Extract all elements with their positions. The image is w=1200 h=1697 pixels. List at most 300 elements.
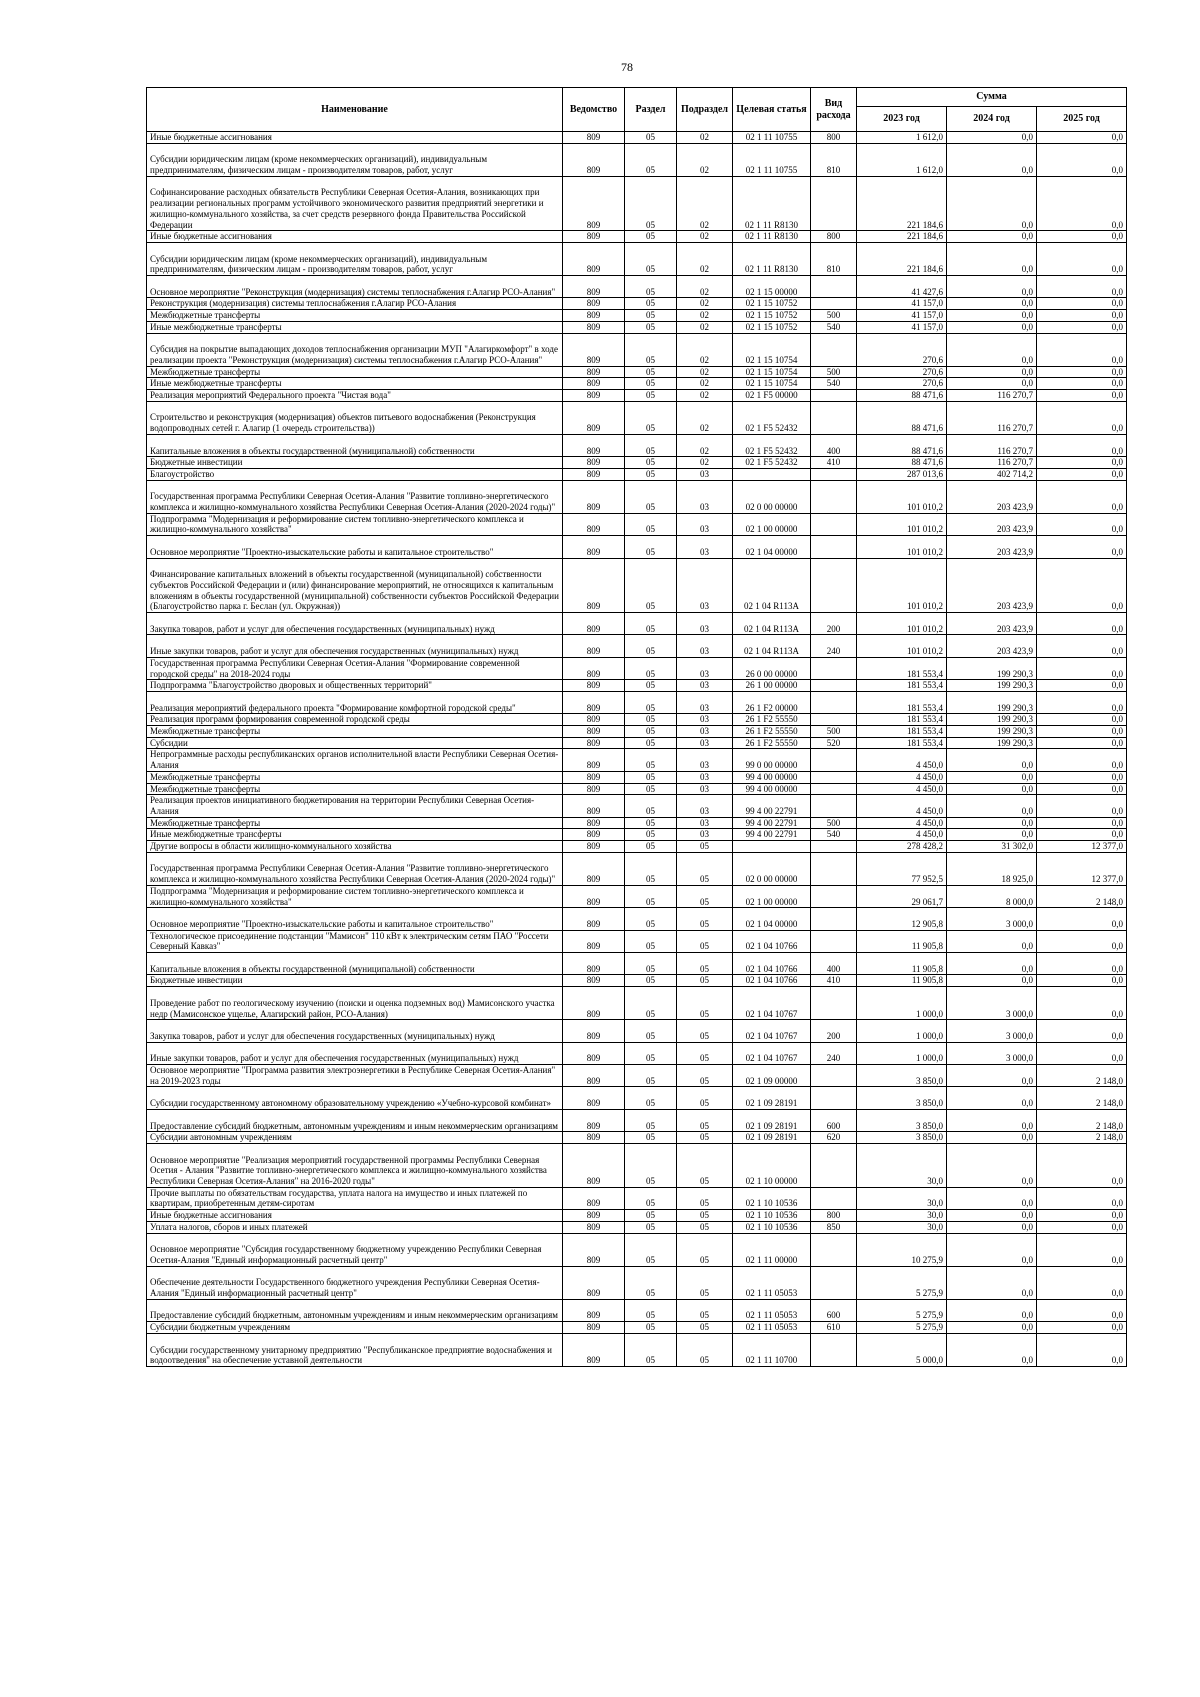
- table-row: [147, 513, 1127, 535]
- row-name: Иные закупки товаров, работ и услуг для обеспечения государственных (муниципальных) нужд: [147, 635, 563, 657]
- row-podrazdel: 02: [677, 298, 733, 310]
- row-sum-2023: 270,6: [857, 366, 947, 378]
- row-sum-2024: 0,0: [947, 829, 1037, 841]
- row-vid: [811, 908, 857, 930]
- row-sum-2025: 0,0: [1037, 1020, 1127, 1042]
- row-podrazdel: 05: [677, 987, 733, 1020]
- row-sum-2024: 0,0: [947, 1299, 1037, 1321]
- row-razdel: 05: [625, 1042, 677, 1064]
- row-sum-2024: 199 290,3: [947, 726, 1037, 738]
- table-row: [147, 829, 1127, 841]
- table-row: [147, 1065, 1127, 1087]
- row-statya: 99 0 00 00000: [733, 749, 811, 771]
- table-row: [147, 885, 1127, 907]
- row-name: Основное мероприятие "Проектно-изыскательские работы и капитальное строительство": [147, 908, 563, 930]
- table-row: [147, 276, 1127, 298]
- table-row: [147, 1132, 1127, 1144]
- row-sum-2023: 1 612,0: [857, 143, 947, 176]
- row-sum-2024: 203 423,9: [947, 635, 1037, 657]
- row-sum-2023: 101 010,2: [857, 635, 947, 657]
- row-podrazdel: 02: [677, 457, 733, 469]
- row-vedomstvo: 809: [563, 1132, 625, 1144]
- row-sum-2024: 203 423,9: [947, 480, 1037, 513]
- row-razdel: 05: [625, 143, 677, 176]
- row-sum-2025: 0,0: [1037, 176, 1127, 231]
- row-razdel: 05: [625, 378, 677, 390]
- row-vid: 850: [811, 1221, 857, 1233]
- row-razdel: 05: [625, 987, 677, 1020]
- row-sum-2023: 11 905,8: [857, 953, 947, 975]
- row-razdel: 05: [625, 434, 677, 456]
- row-vedomstvo: 809: [563, 1221, 625, 1233]
- row-sum-2025: 0,0: [1037, 366, 1127, 378]
- row-vedomstvo: 809: [563, 401, 625, 434]
- row-vedomstvo: 809: [563, 908, 625, 930]
- row-vedomstvo: 809: [563, 1187, 625, 1209]
- table-row: [147, 231, 1127, 243]
- row-sum-2024: 199 290,3: [947, 714, 1037, 726]
- row-razdel: 05: [625, 366, 677, 378]
- row-podrazdel: 05: [677, 1020, 733, 1042]
- row-vid: [811, 1266, 857, 1299]
- row-podrazdel: 03: [677, 829, 733, 841]
- row-sum-2023: 181 553,4: [857, 714, 947, 726]
- row-sum-2023: 3 850,0: [857, 1087, 947, 1109]
- table-row: [147, 726, 1127, 738]
- row-vid: 410: [811, 975, 857, 987]
- row-vedomstvo: 809: [563, 333, 625, 366]
- row-vedomstvo: 809: [563, 885, 625, 907]
- table-row: [147, 714, 1127, 726]
- row-statya: 02 1 11 10755: [733, 132, 811, 144]
- row-sum-2024: 0,0: [947, 771, 1037, 783]
- row-razdel: 05: [625, 771, 677, 783]
- row-podrazdel: 02: [677, 176, 733, 231]
- row-podrazdel: 03: [677, 783, 733, 795]
- row-sum-2023: 181 553,4: [857, 691, 947, 713]
- header-razdel: Раздел: [625, 88, 677, 132]
- row-vid: [811, 1233, 857, 1266]
- row-vedomstvo: 809: [563, 132, 625, 144]
- row-sum-2025: 0,0: [1037, 1322, 1127, 1334]
- row-sum-2025: 0,0: [1037, 434, 1127, 456]
- row-sum-2024: 0,0: [947, 1087, 1037, 1109]
- row-vid: 620: [811, 1132, 857, 1144]
- row-sum-2024: 0,0: [947, 1322, 1037, 1334]
- row-sum-2023: 287 013,6: [857, 468, 947, 480]
- row-name: Субсидии государственному унитарному предприятию "Республиканское предприятие водоснабжения и водоотведения" на обеспечение уставной деятельности: [147, 1333, 563, 1366]
- row-podrazdel: 03: [677, 749, 733, 771]
- row-sum-2023: 5 275,9: [857, 1266, 947, 1299]
- row-sum-2023: 4 450,0: [857, 749, 947, 771]
- row-vid: [811, 691, 857, 713]
- row-statya: 02 1 15 00000: [733, 276, 811, 298]
- row-name: Иные бюджетные ассигнования: [147, 132, 563, 144]
- table-row: [147, 1187, 1127, 1209]
- row-sum-2024: 0,0: [947, 243, 1037, 276]
- row-vedomstvo: 809: [563, 143, 625, 176]
- row-vid: [811, 536, 857, 558]
- row-name: Строительство и реконструкция (модернизация) объектов питьевого водоснабжения (Реконструкция водопроводных сетей г. Алагир (1 очередь строительства)): [147, 401, 563, 434]
- row-podrazdel: 02: [677, 132, 733, 144]
- row-name: Прочие выплаты по обязательствам государства, уплата налога на имущество и иных платежей по квартирам, приобретенным детям-сиротам: [147, 1187, 563, 1209]
- row-razdel: 05: [625, 513, 677, 535]
- row-sum-2023: 41 427,6: [857, 276, 947, 298]
- table-row: [147, 953, 1127, 975]
- row-statya: 02 1 F5 52432: [733, 457, 811, 469]
- row-razdel: 05: [625, 1299, 677, 1321]
- row-statya: 02 1 11 10700: [733, 1333, 811, 1366]
- row-podrazdel: 05: [677, 1109, 733, 1131]
- row-name: Иные межбюджетные трансферты: [147, 321, 563, 333]
- row-vedomstvo: 809: [563, 680, 625, 692]
- row-name: Реализация мероприятий федерального проекта "Формирование комфортной городской среды": [147, 691, 563, 713]
- row-statya: 02 1 04 00000: [733, 536, 811, 558]
- row-vedomstvo: 809: [563, 841, 625, 853]
- row-vid: 540: [811, 378, 857, 390]
- row-razdel: 05: [625, 1322, 677, 1334]
- row-vedomstvo: 809: [563, 231, 625, 243]
- row-sum-2024: 0,0: [947, 321, 1037, 333]
- row-razdel: 05: [625, 321, 677, 333]
- row-name: Иные межбюджетные трансферты: [147, 378, 563, 390]
- row-razdel: 05: [625, 1266, 677, 1299]
- row-sum-2025: 0,0: [1037, 1299, 1127, 1321]
- row-sum-2025: 0,0: [1037, 975, 1127, 987]
- row-statya: 02 1 11 R8130: [733, 176, 811, 231]
- row-sum-2025: 0,0: [1037, 714, 1127, 726]
- row-podrazdel: 02: [677, 321, 733, 333]
- table-row: [147, 771, 1127, 783]
- row-razdel: 05: [625, 975, 677, 987]
- row-sum-2024: 0,0: [947, 1143, 1037, 1187]
- row-razdel: 05: [625, 333, 677, 366]
- row-vid: 410: [811, 457, 857, 469]
- row-name: Межбюджетные трансферты: [147, 310, 563, 322]
- row-vid: 500: [811, 726, 857, 738]
- row-sum-2024: 0,0: [947, 1333, 1037, 1366]
- row-sum-2025: 0,0: [1037, 243, 1127, 276]
- table-row: [147, 1233, 1127, 1266]
- row-sum-2024: 199 290,3: [947, 657, 1037, 679]
- row-statya: 02 1 04 00000: [733, 908, 811, 930]
- row-sum-2024: 203 423,9: [947, 558, 1037, 613]
- row-sum-2025: 2 148,0: [1037, 1132, 1127, 1144]
- row-sum-2023: 77 952,5: [857, 852, 947, 885]
- row-sum-2025: 0,0: [1037, 691, 1127, 713]
- row-sum-2024: 0,0: [947, 975, 1037, 987]
- row-sum-2023: 221 184,6: [857, 243, 947, 276]
- row-vid: [811, 1065, 857, 1087]
- row-vid: [811, 680, 857, 692]
- table-row: [147, 366, 1127, 378]
- row-vid: [811, 513, 857, 535]
- row-vedomstvo: 809: [563, 457, 625, 469]
- table-row: [147, 321, 1127, 333]
- row-sum-2025: 2 148,0: [1037, 1109, 1127, 1131]
- row-podrazdel: 03: [677, 480, 733, 513]
- row-sum-2025: 0,0: [1037, 480, 1127, 513]
- row-razdel: 05: [625, 726, 677, 738]
- row-sum-2024: 3 000,0: [947, 1042, 1037, 1064]
- row-statya: 02 1 10 00000: [733, 1143, 811, 1187]
- row-sum-2025: 0,0: [1037, 726, 1127, 738]
- row-sum-2024: 0,0: [947, 1210, 1037, 1222]
- row-podrazdel: 02: [677, 366, 733, 378]
- row-statya: 99 4 00 22791: [733, 829, 811, 841]
- row-sum-2025: 0,0: [1037, 635, 1127, 657]
- table-row: [147, 176, 1127, 231]
- row-sum-2023: 4 450,0: [857, 771, 947, 783]
- row-vid: [811, 1087, 857, 1109]
- row-sum-2025: 0,0: [1037, 1187, 1127, 1209]
- row-sum-2023: 3 850,0: [857, 1109, 947, 1131]
- row-vid: [811, 795, 857, 817]
- row-sum-2025: 0,0: [1037, 1333, 1127, 1366]
- row-sum-2023: 101 010,2: [857, 513, 947, 535]
- row-podrazdel: 05: [677, 1087, 733, 1109]
- row-vedomstvo: 809: [563, 558, 625, 613]
- table-row: [147, 536, 1127, 558]
- row-name: Технологическое присоединение подстанции "Мамисон" 110 кВт к электрическим сетям ПАО "Россети Северный Кавказ": [147, 930, 563, 952]
- row-sum-2023: 181 553,4: [857, 657, 947, 679]
- row-sum-2023: 29 061,7: [857, 885, 947, 907]
- row-podrazdel: 05: [677, 1333, 733, 1366]
- table-row: [147, 468, 1127, 480]
- row-sum-2025: 0,0: [1037, 749, 1127, 771]
- row-statya: 02 1 15 10754: [733, 378, 811, 390]
- row-sum-2023: 30,0: [857, 1210, 947, 1222]
- table-row: [147, 480, 1127, 513]
- header-podrazdel: Подраздел: [677, 88, 733, 132]
- row-podrazdel: 05: [677, 885, 733, 907]
- row-sum-2024: 0,0: [947, 143, 1037, 176]
- row-sum-2024: 0,0: [947, 749, 1037, 771]
- table-row: [147, 795, 1127, 817]
- row-name: Основное мероприятие "Программа развития электроэнергетики в Республике Северная Осетия-Алания" на 2019-2023 годы: [147, 1065, 563, 1087]
- row-podrazdel: 05: [677, 841, 733, 853]
- row-razdel: 05: [625, 298, 677, 310]
- header-2024: 2024 год: [947, 107, 1037, 132]
- row-name: Подпрограмма "Благоустройство дворовых и общественных территорий": [147, 680, 563, 692]
- row-statya: 26 1 F2 55550: [733, 726, 811, 738]
- row-razdel: 05: [625, 401, 677, 434]
- table-row: [147, 401, 1127, 434]
- row-vid: 810: [811, 143, 857, 176]
- table-row: [147, 635, 1127, 657]
- table-row: [147, 817, 1127, 829]
- row-vedomstvo: 809: [563, 378, 625, 390]
- table-row: [147, 1299, 1127, 1321]
- row-name: Подпрограмма "Модернизация и реформирование систем топливно-энергетического комплекса и жилищно-коммунального хозяйства": [147, 885, 563, 907]
- row-sum-2023: 270,6: [857, 333, 947, 366]
- row-sum-2025: 0,0: [1037, 457, 1127, 469]
- row-vedomstvo: 809: [563, 1087, 625, 1109]
- table-row: [147, 930, 1127, 952]
- row-vedomstvo: 809: [563, 783, 625, 795]
- row-statya: 02 1 10 10536: [733, 1210, 811, 1222]
- row-podrazdel: 03: [677, 680, 733, 692]
- row-vid: [811, 276, 857, 298]
- row-name: Государственная программа Республики Северная Осетия-Алания "Развитие топливно-энергетического комплекса и жилищно-коммунального хозяйства Республики Северная Осетия-Алания (2020-2024 годы)": [147, 480, 563, 513]
- row-podrazdel: 05: [677, 1233, 733, 1266]
- row-statya: 99 4 00 00000: [733, 771, 811, 783]
- row-razdel: 05: [625, 908, 677, 930]
- row-vedomstvo: 809: [563, 1233, 625, 1266]
- row-statya: 02 1 09 00000: [733, 1065, 811, 1087]
- row-name: Предоставление субсидий бюджетным, автономным учреждениям и иным некоммерческим организациям: [147, 1299, 563, 1321]
- row-sum-2025: 2 148,0: [1037, 885, 1127, 907]
- row-sum-2025: 0,0: [1037, 1221, 1127, 1233]
- row-podrazdel: 03: [677, 635, 733, 657]
- row-vid: [811, 390, 857, 402]
- row-vid: 810: [811, 243, 857, 276]
- row-statya: 02 1 11 05053: [733, 1299, 811, 1321]
- row-statya: 99 4 00 22791: [733, 795, 811, 817]
- row-podrazdel: 03: [677, 737, 733, 749]
- row-statya: 26 1 F2 55550: [733, 737, 811, 749]
- row-sum-2025: 0,0: [1037, 680, 1127, 692]
- table-row: [147, 143, 1127, 176]
- row-vedomstvo: 809: [563, 975, 625, 987]
- table-row: [147, 841, 1127, 853]
- row-sum-2024: 402 714,2: [947, 468, 1037, 480]
- row-statya: 02 1 15 10752: [733, 298, 811, 310]
- row-vid: 500: [811, 366, 857, 378]
- row-sum-2025: 0,0: [1037, 231, 1127, 243]
- row-statya: 26 1 00 00000: [733, 680, 811, 692]
- row-vedomstvo: 809: [563, 771, 625, 783]
- row-sum-2025: 0,0: [1037, 401, 1127, 434]
- row-name: Субсидии юридическим лицам (кроме некоммерческих организаций), индивидуальным предпринимателям, физическим лицам - производителям товаров, работ, услуг: [147, 243, 563, 276]
- row-razdel: 05: [625, 657, 677, 679]
- row-podrazdel: 03: [677, 817, 733, 829]
- row-name: Реализация проектов инициативного бюджетирования на территории Республики Северная Осетия-Алания: [147, 795, 563, 817]
- row-sum-2023: 270,6: [857, 378, 947, 390]
- row-sum-2025: 0,0: [1037, 513, 1127, 535]
- row-statya: 26 1 F2 55550: [733, 714, 811, 726]
- row-sum-2025: 0,0: [1037, 987, 1127, 1020]
- row-statya: 02 1 09 28191: [733, 1109, 811, 1131]
- row-sum-2025: 0,0: [1037, 298, 1127, 310]
- row-sum-2023: 11 905,8: [857, 975, 947, 987]
- row-statya: 02 1 04 10767: [733, 987, 811, 1020]
- table-row: [147, 1143, 1127, 1187]
- row-vedomstvo: 809: [563, 176, 625, 231]
- table-row: [147, 243, 1127, 276]
- row-podrazdel: 03: [677, 714, 733, 726]
- row-vid: [811, 558, 857, 613]
- row-vid: [811, 1333, 857, 1366]
- row-razdel: 05: [625, 737, 677, 749]
- row-razdel: 05: [625, 635, 677, 657]
- row-vid: [811, 401, 857, 434]
- table-row: [147, 749, 1127, 771]
- row-sum-2025: 0,0: [1037, 817, 1127, 829]
- header-2025: 2025 год: [1037, 107, 1127, 132]
- row-statya: [733, 468, 811, 480]
- row-vid: 400: [811, 434, 857, 456]
- row-vid: 540: [811, 829, 857, 841]
- row-podrazdel: 02: [677, 390, 733, 402]
- row-razdel: 05: [625, 480, 677, 513]
- row-name: Иные бюджетные ассигнования: [147, 231, 563, 243]
- row-name: Бюджетные инвестиции: [147, 457, 563, 469]
- row-sum-2024: 199 290,3: [947, 680, 1037, 692]
- row-razdel: 05: [625, 817, 677, 829]
- row-razdel: 05: [625, 1020, 677, 1042]
- row-sum-2025: 0,0: [1037, 1210, 1127, 1222]
- row-vid: 600: [811, 1109, 857, 1131]
- table-row: [147, 737, 1127, 749]
- row-sum-2023: 101 010,2: [857, 480, 947, 513]
- row-sum-2025: 0,0: [1037, 737, 1127, 749]
- row-vid: [811, 176, 857, 231]
- row-vedomstvo: 809: [563, 795, 625, 817]
- row-podrazdel: 02: [677, 378, 733, 390]
- row-vedomstvo: 809: [563, 714, 625, 726]
- row-statya: 02 1 04 R113A: [733, 613, 811, 635]
- row-vid: 200: [811, 1020, 857, 1042]
- row-sum-2023: 4 450,0: [857, 817, 947, 829]
- row-sum-2025: 2 148,0: [1037, 1087, 1127, 1109]
- row-statya: 02 1 11 05053: [733, 1266, 811, 1299]
- row-sum-2023: 30,0: [857, 1143, 947, 1187]
- header-row-1: [147, 88, 1127, 107]
- row-vedomstvo: 809: [563, 1322, 625, 1334]
- row-sum-2024: 0,0: [947, 276, 1037, 298]
- row-vedomstvo: 809: [563, 1266, 625, 1299]
- row-razdel: 05: [625, 680, 677, 692]
- row-name: Финансирование капитальных вложений в объекты государственной (муниципальной) собственности субъектов Российской Федерации и (или) финансирование мероприятий, не относящихся к капитальным вложениям в объекты государственной (муниципальной) собственности субъектов Российской Федерации (Благоустройство парка г. Беслан (ул. Окружная)): [147, 558, 563, 613]
- row-podrazdel: 02: [677, 231, 733, 243]
- row-vedomstvo: 809: [563, 817, 625, 829]
- row-podrazdel: 02: [677, 434, 733, 456]
- row-sum-2025: 0,0: [1037, 908, 1127, 930]
- row-sum-2024: 0,0: [947, 795, 1037, 817]
- row-podrazdel: 05: [677, 1132, 733, 1144]
- row-vedomstvo: 809: [563, 930, 625, 952]
- table-body: [147, 132, 1127, 1367]
- row-podrazdel: 03: [677, 536, 733, 558]
- row-sum-2024: 116 270,7: [947, 434, 1037, 456]
- row-name: Субсидии бюджетным учреждениям: [147, 1322, 563, 1334]
- row-sum-2025: 0,0: [1037, 321, 1127, 333]
- row-name: Капитальные вложения в объекты государственной (муниципальной) собственности: [147, 434, 563, 456]
- row-name: Субсидии: [147, 737, 563, 749]
- row-name: Государственная программа Республики Северная Осетия-Алания "Развитие топливно-энергетического комплекса и жилищно-коммунального хозяйства Республики Северная Осетия-Алания (2020-2024 годы)": [147, 852, 563, 885]
- row-statya: 02 1 04 10767: [733, 1042, 811, 1064]
- row-statya: 02 1 04 10767: [733, 1020, 811, 1042]
- row-vid: [811, 749, 857, 771]
- row-razdel: 05: [625, 613, 677, 635]
- row-statya: 02 1 11 05053: [733, 1322, 811, 1334]
- row-razdel: 05: [625, 749, 677, 771]
- row-razdel: 05: [625, 1109, 677, 1131]
- row-statya: 02 1 15 10754: [733, 333, 811, 366]
- budget-table: [146, 87, 1127, 1367]
- table-row: [147, 1087, 1127, 1109]
- row-name: Субсидия на покрытие выпадающих доходов теплоснабжения организации МУП "Алагиркомфорт" в ходе реализации проекта "Реконструкция (модернизация) системы теплоснабжения г.Алагир РСО-Алания": [147, 333, 563, 366]
- row-sum-2023: 4 450,0: [857, 829, 947, 841]
- row-podrazdel: 02: [677, 243, 733, 276]
- table-row: [147, 975, 1127, 987]
- row-vedomstvo: 809: [563, 1143, 625, 1187]
- row-statya: 02 1 15 10754: [733, 366, 811, 378]
- row-name: Реконструкция (модернизация) системы теплоснабжения г.Алагир РСО-Алания: [147, 298, 563, 310]
- row-statya: 02 1 04 10766: [733, 930, 811, 952]
- row-sum-2025: 0,0: [1037, 378, 1127, 390]
